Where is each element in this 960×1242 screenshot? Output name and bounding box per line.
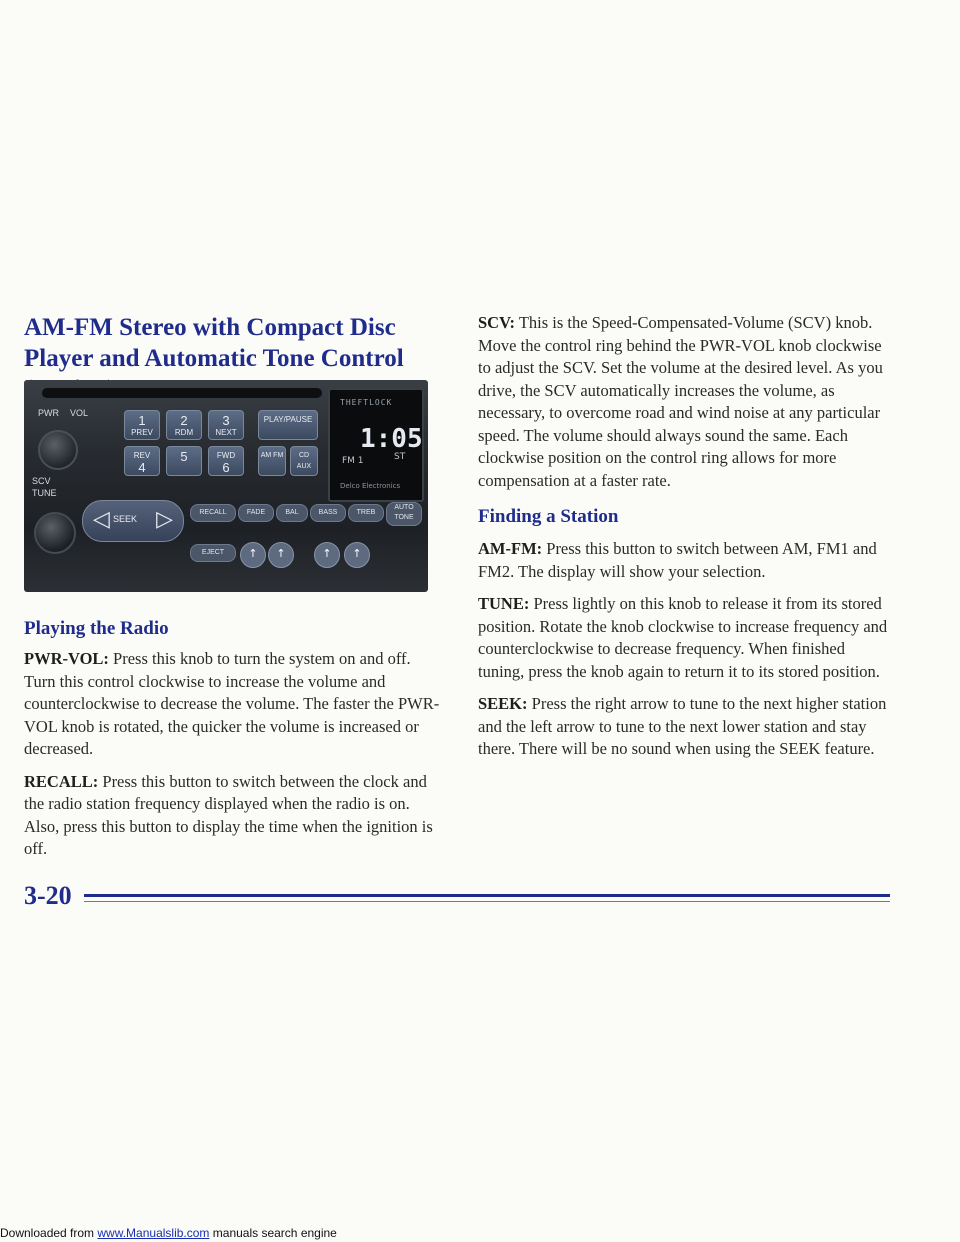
pwr-label: PWR (38, 408, 59, 418)
preset-button-1: 1 PREV (124, 410, 160, 440)
page-title: AM-FM Stereo with Compact Disc Player and Automatic Tone Control (24, 314, 404, 372)
adjust-knob-1: ↑ (240, 542, 266, 568)
display-stereo: ST (394, 452, 406, 462)
preset-button-3: 3 NEXT (208, 410, 244, 440)
footer-rule-thin (84, 901, 890, 902)
tune-knob (34, 512, 76, 554)
para-pwr-vol: PWR-VOL: Press this knob to turn the system on and off. Turn this control clockwise to increase the volume and counterclockwise to decrease the volume. The faster the PWR-VOL knob is rotated, the quicker the volume is increased or decreased. (24, 649, 440, 758)
preset-button-2: 2 RDM (166, 410, 202, 440)
preset-button-4: REV 4 (124, 446, 160, 476)
arrow-left-icon: ◁ (93, 507, 110, 532)
manualslib-link[interactable]: www.Manualslib.com (97, 1226, 210, 1240)
footer-rule (84, 894, 890, 897)
auto-tone-button: AUTO TONE (386, 502, 422, 526)
tune-label: TUNE (32, 488, 57, 498)
preset-button-5: 5 (166, 446, 202, 476)
display-band: FM 1 (342, 456, 364, 466)
recall-button: RECALL (190, 504, 236, 522)
para-scv: SCV: This is the Speed-Compensated-Volume (SCV) knob. Move the control ring behind the PWR-VOL knob clockwise to adjust the SCV. Set the volume at the desired level. As you drive, the SCV automatically increases the volume, as necessary, to overcome road and wind noise at any particular speed. The volume should always sound the same. Each clockwise position on the control ring allows for more compensation at a faster rate. (478, 313, 883, 490)
bass-button: BASS (310, 504, 346, 522)
cd-slot (42, 388, 322, 398)
adjust-knob-4: ↑ (344, 542, 370, 568)
adjust-knob-2: ↑ (268, 542, 294, 568)
para-am-fm: AM-FM: Press this button to switch between AM, FM1 and FM2. The display will show your selection. (478, 539, 877, 581)
para-recall: RECALL: Press this button to switch between the clock and the radio station frequency displayed when the radio is on. Also, press this button to display the time when the ignition is off. (24, 771, 433, 858)
right-column (478, 312, 888, 761)
seek-button: ◁ SEEK ▷ (82, 500, 184, 542)
page-number: 3-20 (24, 881, 72, 910)
subhead-playing-radio: Playing the Radio (24, 618, 169, 639)
play-pause-button: PLAY/PAUSE (258, 410, 318, 440)
fade-button: FADE (238, 504, 274, 522)
arrow-right-icon: ▷ (156, 507, 173, 532)
vol-label: VOL (70, 408, 89, 418)
display-time: 1:05 (360, 424, 423, 454)
bal-button: BAL (276, 504, 308, 522)
scv-label: SCV (32, 476, 51, 486)
cd-aux-button: CD AUX (290, 446, 318, 476)
subhead-finding-station: Finding a Station (478, 506, 619, 527)
display-theftlock: THEFTLOCK (340, 398, 393, 407)
para-seek: SEEK: Press the right arrow to tune to the next higher station and the left arrow to tune to the next lower station and stay there. There will be no sound when using the SEEK feature. (478, 694, 887, 758)
radio-faceplate-image (24, 380, 428, 592)
para-tune: TUNE: Press lightly on this knob to release it from its stored position. Rotate the knob clockwise to increase frequency and counterclockwise to decrease frequency. When finished tuning, press the knob again to return it to its stored position. (478, 594, 888, 681)
eject-button: EJECT (190, 544, 236, 562)
preset-button-6: FWD 6 (208, 446, 244, 476)
download-watermark: Downloaded from www.Manualslib.com manuals search engine (0, 1226, 337, 1240)
left-column (24, 380, 444, 861)
treb-button: TREB (348, 504, 384, 522)
radio-display (328, 388, 424, 502)
pwr-vol-knob (38, 430, 78, 470)
am-fm-button: AM FM (258, 446, 286, 476)
adjust-knob-3: ↑ (314, 542, 340, 568)
display-brand: Delco Electronics (340, 482, 401, 490)
